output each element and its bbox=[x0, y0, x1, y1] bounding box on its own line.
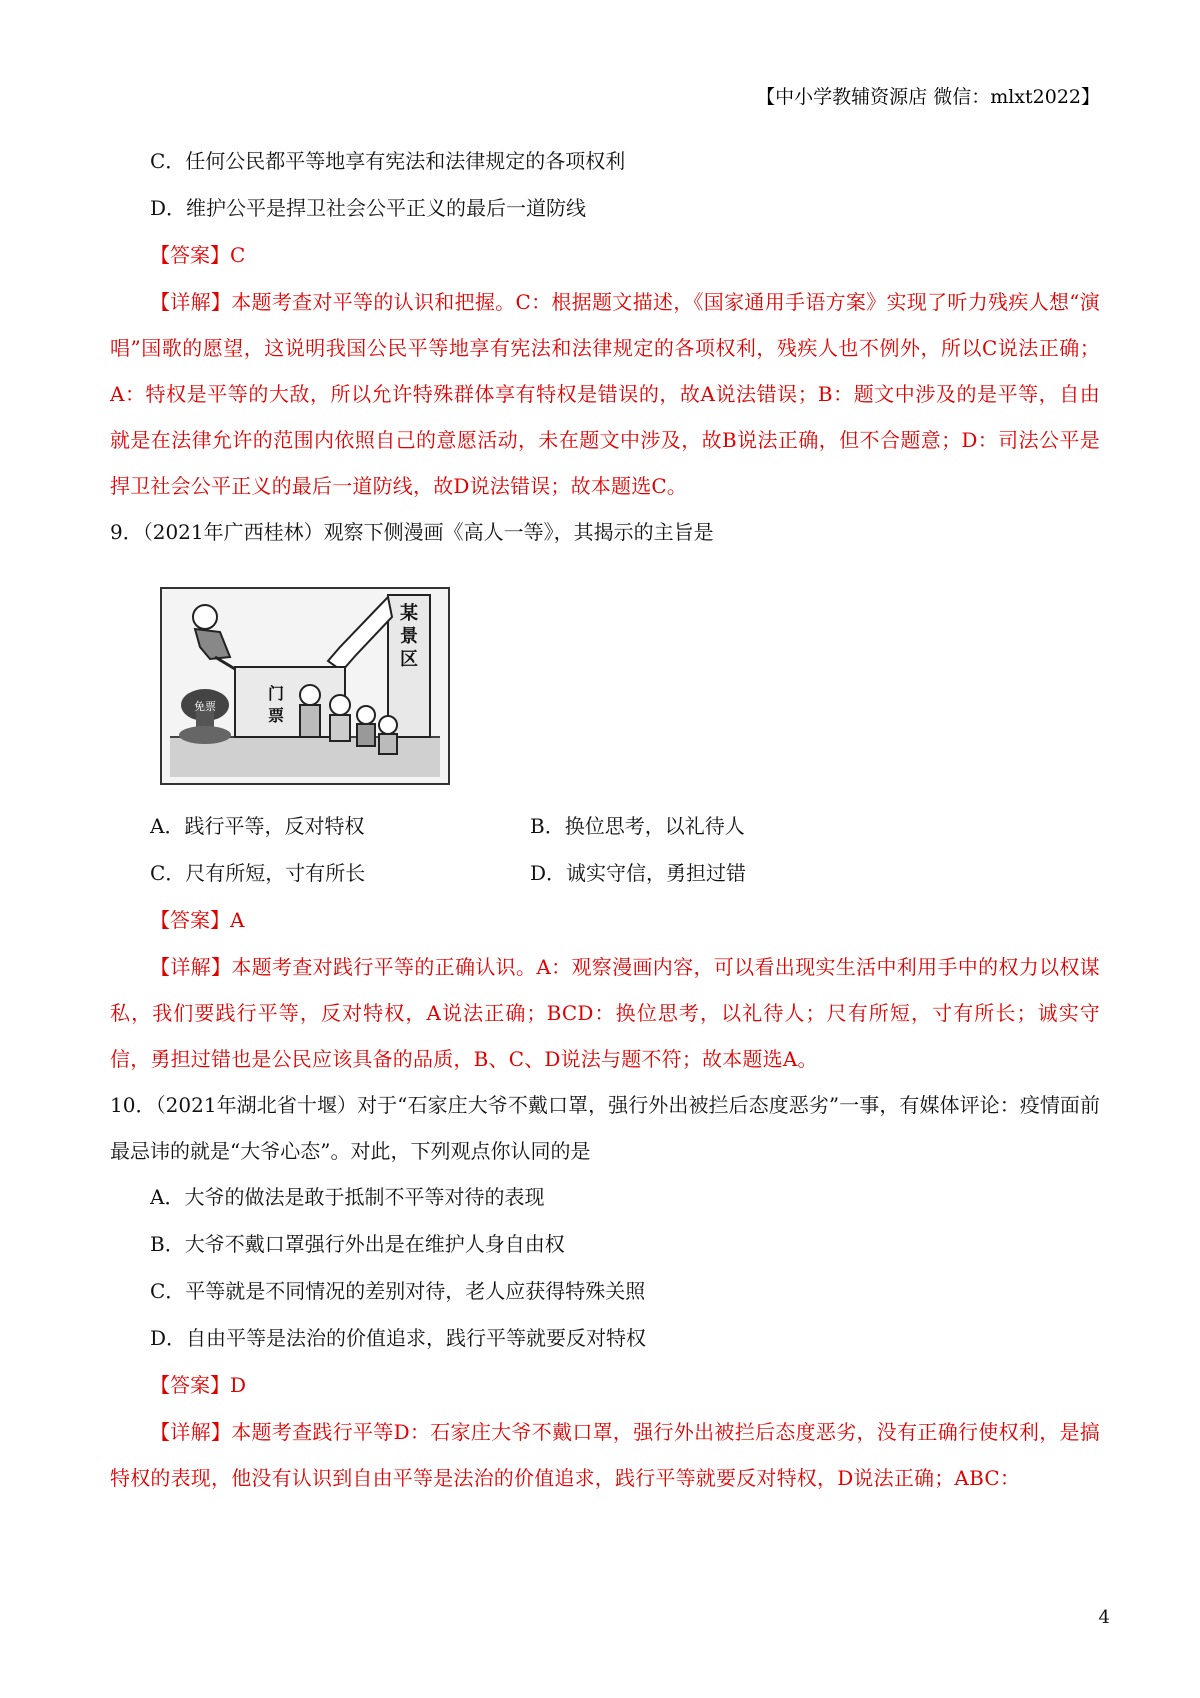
svg-text:区: 区 bbox=[400, 649, 418, 670]
q9-answer: 【答案】A bbox=[150, 908, 245, 932]
q10-option-d: D．自由平等是法治的价值追求，践行平等就要反对特权 bbox=[150, 1326, 647, 1350]
content bbox=[110, 138, 1100, 1501]
page-number: 4 bbox=[1098, 1607, 1110, 1628]
q9-option-b: B．换位思考，以礼待人 bbox=[530, 814, 745, 838]
q9-option-d: D．诚实守信，勇担过错 bbox=[530, 861, 747, 885]
svg-text:票: 票 bbox=[268, 706, 285, 725]
q10-option-c: C．平等就是不同情况的差别对待，老人应获得特殊关照 bbox=[150, 1279, 646, 1303]
q8-detail: 【详解】本题考查对平等的认识和把握。C：根据题文描述，《国家通用手语方案》实现了听力残疾人想“演唱”国歌的愿望，这说明我国公民平等地享有宪法和法律规定的各项权利，残疾人也不例外，所以C说法正确；A：特权是平等的大敌，所以允许特殊群体享有特权是错误的，故A说法错误；B：题文中涉及的是平等，自由就是在法律允许的范围内依照自己的意愿活动，未在题文中涉及，故B说法正确，但不合题意；D：司法公平是捍卫社会公平正义的最后一道防线，故D说法错误；故本题选C。 bbox=[110, 290, 1100, 498]
sign-text: 某 bbox=[400, 603, 418, 624]
q10-option-b: B．大爷不戴口罩强行外出是在维护人身自由权 bbox=[150, 1232, 565, 1256]
svg-text:门: 门 bbox=[268, 684, 285, 703]
q8-option-c: C．任何公民都平等地享有宪法和法律规定的各项权利 bbox=[150, 149, 626, 173]
q9-options-row-2 bbox=[110, 850, 1100, 897]
q10-stem: 10．（2021年湖北省十堰）对于“石家庄大爷不戴口罩，强行外出被拦后态度恶劣”一事，有媒体评论：疫情面前最忌讳的就是“大爷心态”。对此，下列观点你认同的是 bbox=[110, 1093, 1100, 1163]
q8-option-d: D．维护公平是捍卫社会公平正义的最后一道防线 bbox=[150, 196, 587, 220]
svg-text:景: 景 bbox=[400, 626, 418, 647]
page-header: 【中小学教辅资源店 微信：mlxt2022】 bbox=[756, 86, 1100, 108]
q10-option-a: A．大爷的做法是敢于抵制不平等对待的表现 bbox=[150, 1185, 545, 1209]
q10-answer: 【答案】D bbox=[150, 1373, 247, 1397]
q9-option-a: A．践行平等，反对特权 bbox=[150, 814, 365, 838]
q9-option-c: C．尺有所短，寸有所长 bbox=[150, 861, 366, 885]
q10-detail: 【详解】本题考查践行平等D：石家庄大爷不戴口罩，强行外出被拦后态度恶劣，没有正确行使权利，是搞特权的表现，他没有认识到自由平等是法治的价值追求，践行平等就要反对特权，D说法正确；ABC： bbox=[110, 1420, 1100, 1490]
q9-detail: 【详解】本题考查对践行平等的正确认识。A：观察漫画内容，可以看出现实生活中利用手中的权力以权谋私，我们要践行平等，反对特权，A说法正确；BCD：换位思考，以礼待人；尺有所短，寸有所长；诚实守信，勇担过错也是公民应该具备的品质，B、C、D说法与题不符；故本题选A。 bbox=[110, 955, 1100, 1071]
q9-stem: 9．（2021年广西桂林）观察下侧漫画《高人一等》，其揭示的主旨是 bbox=[110, 520, 714, 544]
q8-answer: 【答案】C bbox=[150, 243, 246, 267]
q9-options-row-1 bbox=[110, 803, 1100, 850]
svg-text:免票: 免票 bbox=[194, 700, 216, 713]
cartoon-image bbox=[160, 587, 450, 785]
